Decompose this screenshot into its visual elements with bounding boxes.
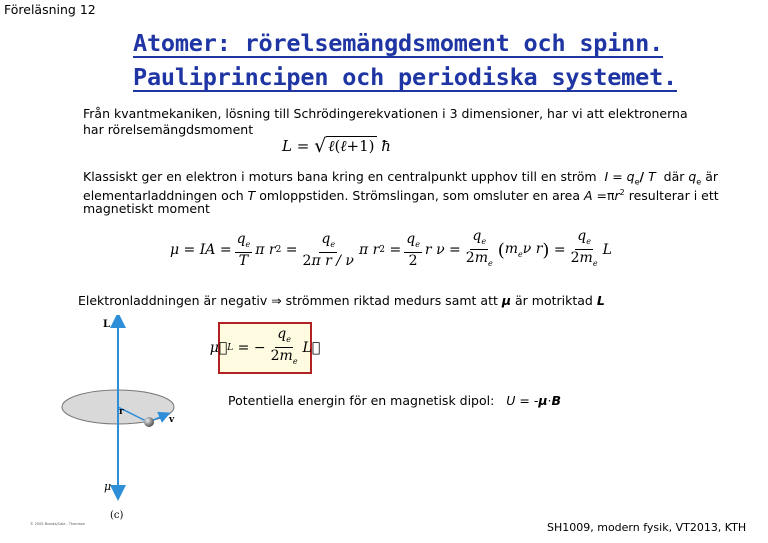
classical-line-1: Klassiskt ger en elektron i moturs bana kring en centralpunkt upphov till en ström $I = q_e/$ T där $q_e$ är <box>83 169 718 187</box>
charge-statement: Elektronladdningen är negativ ⇒ strömmen riktad medurs samt att μ är motriktad L <box>78 293 605 308</box>
magnetic-moment-equation: μ = IA = $\frac{q_e}{T}$ π r 2 = $\frac{q_e}{\text{2π r / ν}}$ π r 2 = $\frac{q_e}{2}$ r ν = $\frac{q_e}{2m_e}$ ( $m_e\nu$ r ) = $\frac{q_e}{2m_e}$ L <box>170 228 612 269</box>
electron-ball <box>144 417 154 427</box>
slide-title <box>133 26 677 94</box>
classical-line-3: magnetiskt moment <box>83 201 210 216</box>
copyright-notice: © 2005 Brooks/Cole - Thomson <box>30 522 85 526</box>
intro-line-2: har rörelsemängdsmoment <box>83 122 254 137</box>
label-c: (c) <box>110 510 124 521</box>
label-r: r <box>119 407 124 417</box>
orbit-diagram <box>55 315 215 525</box>
potential-energy-statement: Potentiella energin för en magnetisk dipol: U = -μ·B <box>228 393 562 408</box>
course-footer: SH1009, modern fysik, VT2013, KTH <box>547 521 747 534</box>
dipole-moment-formula: μ⃗ L = − $\frac{q_e}{2m_e}$ L⃗ <box>209 325 321 366</box>
intro-line-1: Från kvantmekaniken, lösning till Schrödingerekvationen i 3 dimensioner, har vi att elektronerna <box>83 106 688 121</box>
angular-momentum-formula: L = √ ℓ(ℓ+1) ħ <box>282 135 391 157</box>
label-mu: μ <box>104 480 112 493</box>
lecture-number: Föreläsning 12 <box>4 2 96 17</box>
classical-line-2: elementarladdningen och T omloppstiden. Strömslingan, som omsluter en area $A =\pi r^2$ resulterar i ett <box>83 188 719 204</box>
label-v: v <box>169 415 175 425</box>
title-line-1: Atomer: rörelsemängdsmoment och spinn. <box>133 29 664 57</box>
title-line-2: Pauliprincipen och periodiska systemet. <box>133 63 677 91</box>
dipole-moment-box <box>209 322 321 374</box>
label-L: L <box>103 319 111 330</box>
